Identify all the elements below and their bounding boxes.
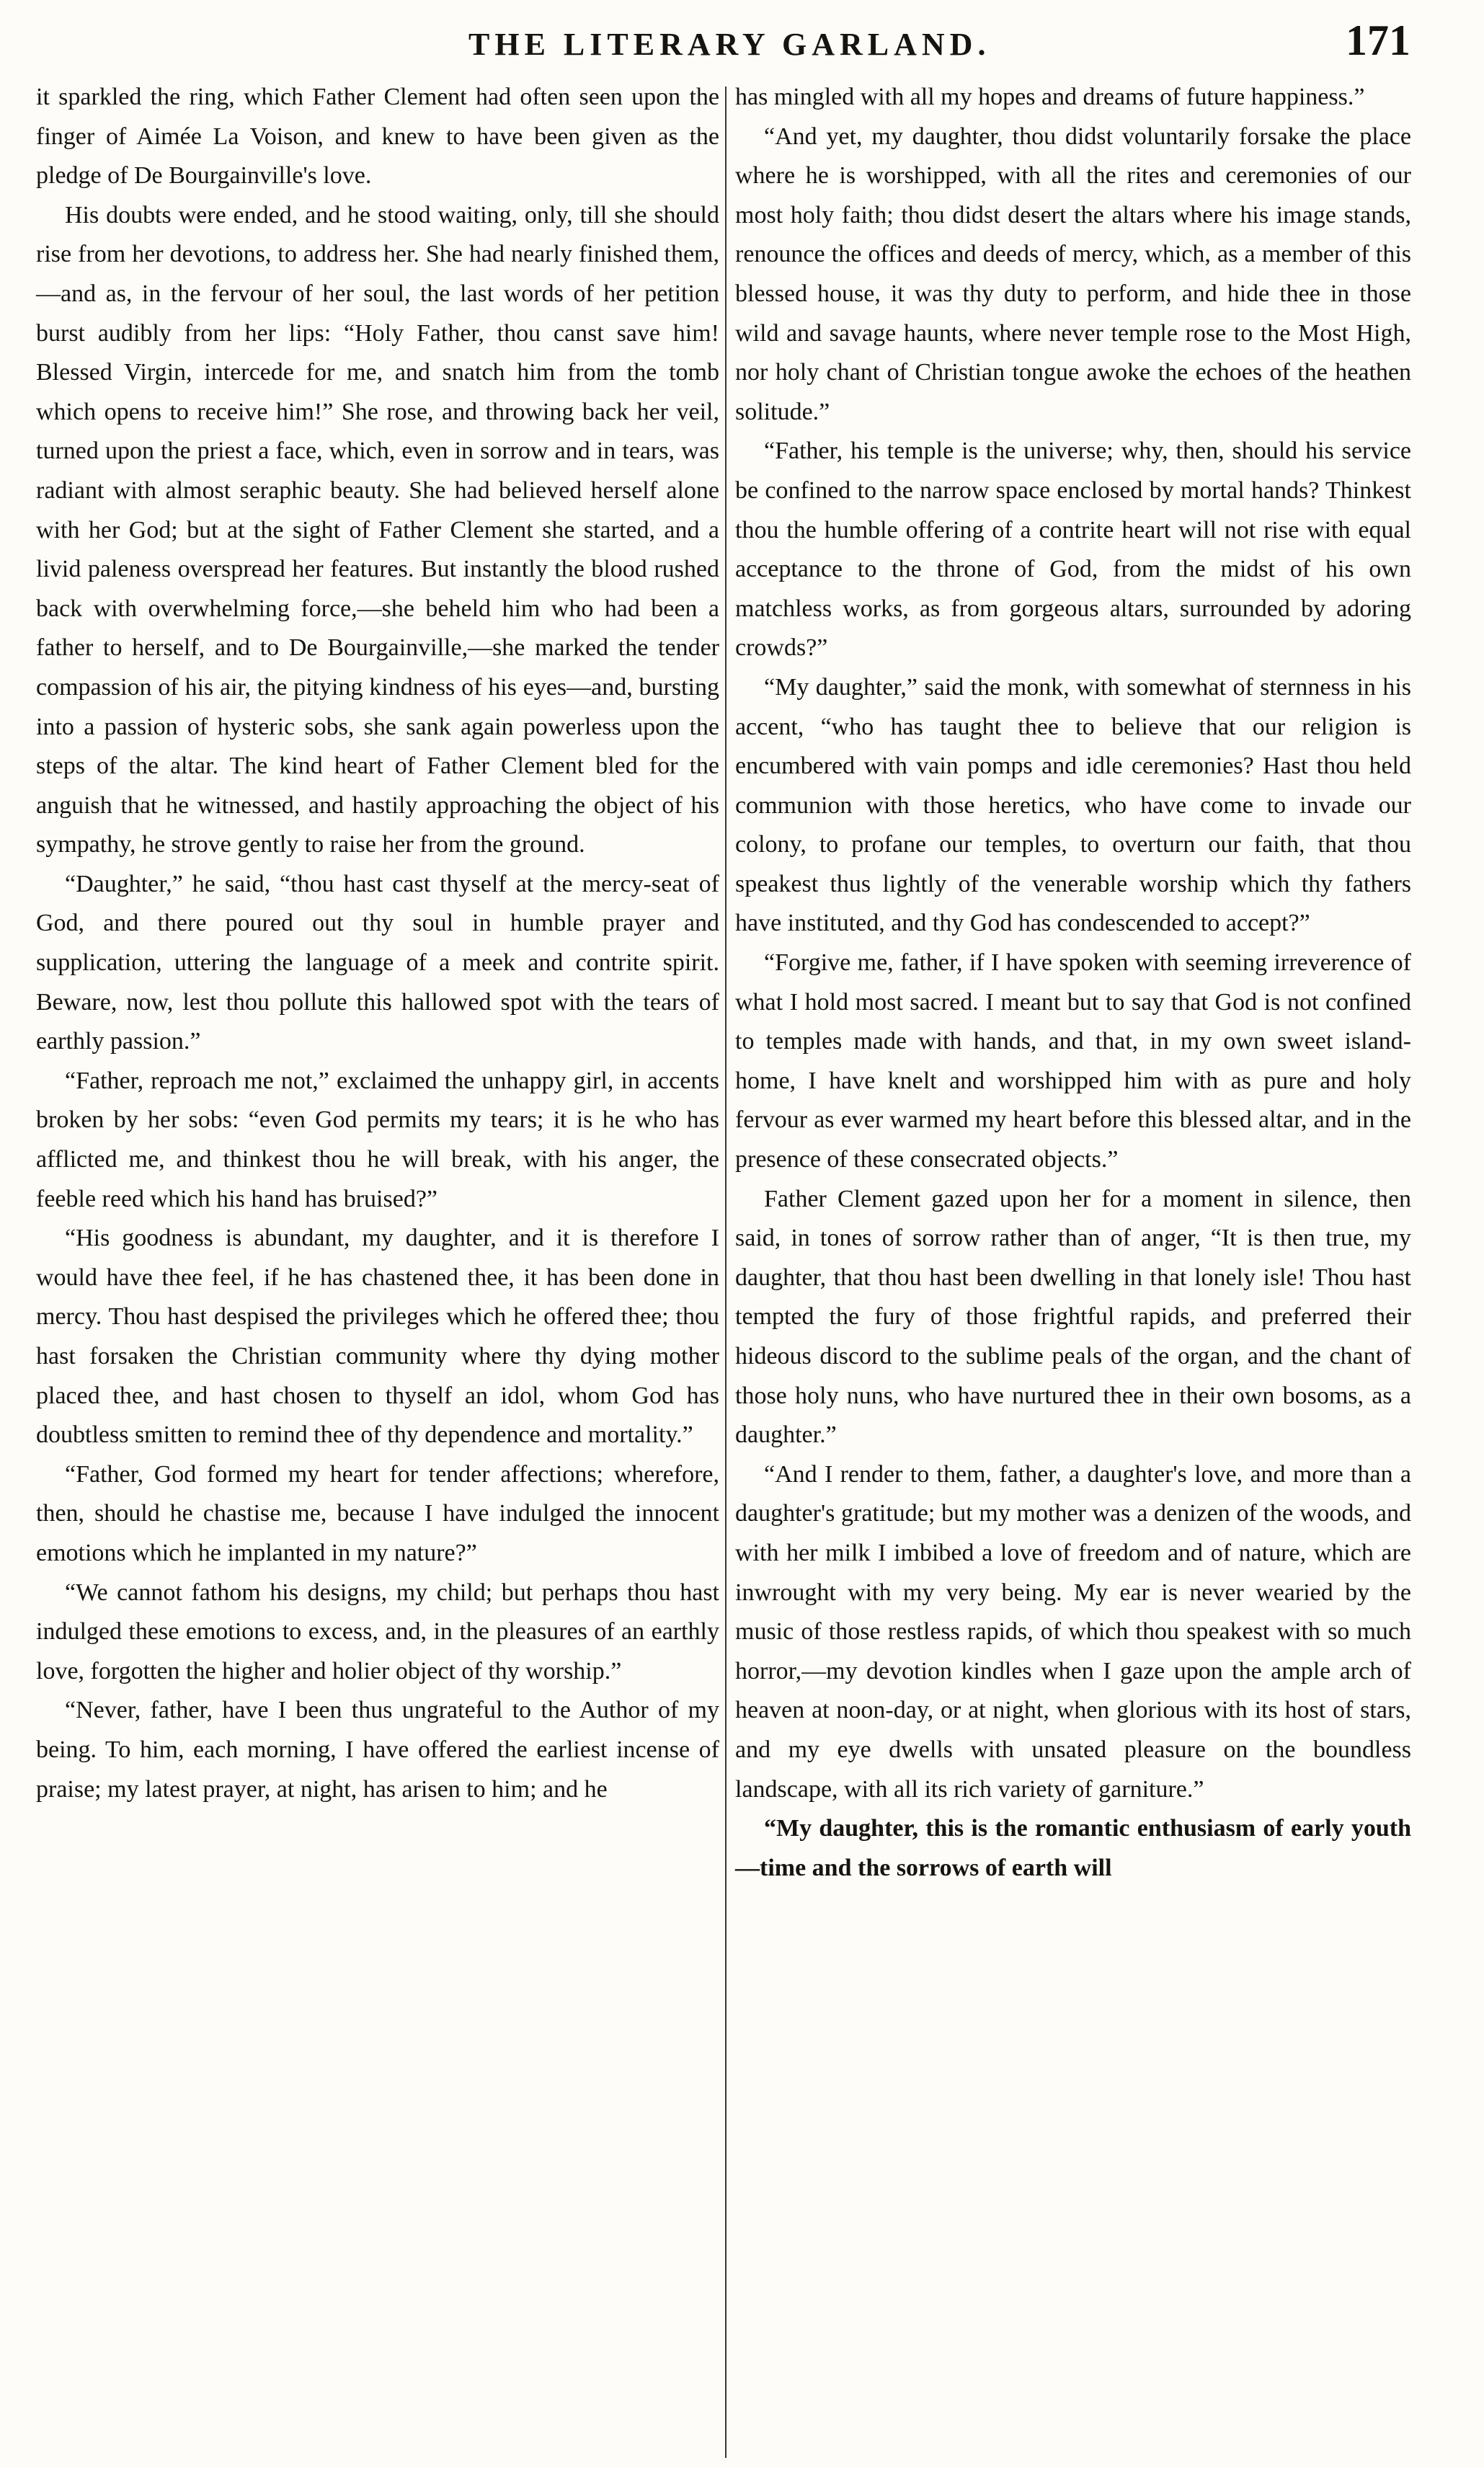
- paragraph: “Daughter,” he said, “thou hast cast thyself at the mercy-seat of God, and there poured out thy soul in humble prayer and supplication, uttering the language of a meek and contrite spirit. Beware, now, lest thou pollute this hallowed spot with the tears of earthly passion.”: [36, 870, 719, 1055]
- paragraph: “My daughter,” said the monk, with somewhat of sternness in his accent, “who has taught thee to believe that our religion is encumbered with vain pomps and idle ceremonies? Hast thou held communion with those heretics, who have come to invade our colony, to profane our temples, to overturn our faith, that thou speakest thus lightly of the venerable worship which thy fathers have instituted, and thy God has condescended to accept?”: [735, 673, 1411, 937]
- paragraph: “Father, God formed my heart for tender affections; wherefore, then, should he chastise me, because I have indulged the innocent emotions which he implanted in my nature?”: [36, 1460, 719, 1566]
- paragraph: it sparkled the ring, which Father Clement had often seen upon the finger of Aimée La Voison, and knew to have been given as the pledge of De Bourgainville's love.: [36, 84, 719, 190]
- paragraph: His doubts were ended, and he stood waiting, only, till she should rise from her devotions, to address her. She had nearly finished them,—and as, in the fervour of her soul, the last words of her petition burst audibly from her lips: “Holy Father, thou canst save him! Blessed Virgin, intercede for me, and snatch him from the tomb which opens to receive him!” She rose, and throwing back her veil, turned upon the priest a face, which, even in sorrow and in tears, was radiant with almost seraphic beauty. She had believed herself alone with her God; but at the sight of Father Clement she started, and a livid paleness overspread her features. But instantly the blood rushed back with overwhelming force,—she beheld him who had been a father to herself, and to De Bourgainville,—she marked the tender compassion of his air, the pitying kindness of his eyes—and, bursting into a passion of hysteric sobs, she sank again powerless upon the steps of the altar. The kind heart of Father Clement bled for the anguish that he witnessed, and hastily approaching the object of his sympathy, he strove gently to raise her from the ground.: [36, 201, 719, 858]
- paragraph: “Father, reproach me not,” exclaimed the unhappy girl, in accents broken by her sobs: “even God permits my tears; it is he who has afflicted me, and thinkest thou he will break, with his anger, the feeble reed which his hand has bruised?”: [36, 1067, 719, 1212]
- page-number: 171: [1346, 17, 1410, 64]
- running-title: THE LITERARY GARLAND.: [468, 27, 991, 62]
- paragraph: “Forgive me, father, if I have spoken with seeming irreverence of what I hold most sacred. I meant but to say that God is not confined to temples made with hands, and that, in my own sweet island-home, I have knelt and worshipped him with as pure and holy fervour as ever warmed my heart before this blessed altar, and in the presence of these consecrated objects.”: [735, 949, 1411, 1173]
- page-header: [0, 10, 1484, 75]
- paragraph: has mingled with all my hopes and dreams of future happiness.”: [735, 84, 1365, 110]
- paragraph: “We cannot fathom his designs, my child; but perhaps thou hast indulged these emotions to excess, and, in the pleasures of an earthly love, forgotten the higher and holier object of thy worship.”: [36, 1579, 719, 1684]
- paragraph: “My daughter, this is the romantic enthusiasm of early youth—time and the sorrows of earth will: [735, 1815, 1411, 1881]
- paragraph: “His goodness is abundant, my daughter, and it is therefore I would have thee feel, if he has chastened thee, it has been done in mercy. Thou hast despised the privileges which he offered thee; thou hast forsaken the Christian community where thy dying mother placed thee, and hast chosen to thyself an idol, whom God has doubtless smitten to remind thee of thy dependence and mortality.”: [36, 1225, 719, 1449]
- left-column: [36, 78, 719, 1809]
- paragraph: “And yet, my daughter, thou didst voluntarily forsake the place where he is worshipped, with all the rites and ceremonies of our most holy faith; thou didst desert the altars where his image stands, renounce the offices and deeds of mercy, which, as a member of this blessed house, it was thy duty to perform, and hide thee in those wild and savage haunts, where never temple rose to the Most High, nor holy chant of Christian tongue awoke the echoes of the heathen solitude.”: [735, 123, 1411, 425]
- paragraph: “Father, his temple is the universe; why, then, should his service be confined to the narrow space enclosed by mortal hands? Thinkest thou the humble offering of a contrite heart will not rise with equal acceptance to the throne of God, from the midst of his own matchless works, as from gorgeous altars, surrounded by adoring crowds?”: [735, 438, 1411, 662]
- column-divider: [725, 86, 727, 2458]
- paragraph: Father Clement gazed upon her for a moment in silence, then said, in tones of sorrow rather than of anger, “It is then true, my daughter, that thou hast been dwelling in that lonely isle! Thou hast tempted the fury of those frightful rapids, and preferred their hideous discord to the sublime peals of the organ, and the chant of those holy nuns, who have nurtured thee in their own bosoms, as a daughter.”: [735, 1185, 1411, 1449]
- paragraph: “And I render to them, father, a daughter's love, and more than a daughter's gratitude; but my mother was a denizen of the woods, and with her milk I imbibed a love of freedom and of nature, which are inwrought with my very being. My ear is never wearied by the music of those restless rapids, of which thou speakest with so much horror,—my devotion kindles when I gaze upon the ample arch of heaven at noon-day, or at night, when glorious with its host of stars, and my eye dwells with unsated pleasure on the boundless landscape, with all its rich variety of garniture.”: [735, 1460, 1411, 1803]
- right-column: [735, 78, 1411, 1888]
- paragraph: “Never, father, have I been thus ungrateful to the Author of my being. To him, each morning, I have offered the earliest incense of praise; my latest prayer, at night, has arisen to him; and he: [36, 1697, 719, 1803]
